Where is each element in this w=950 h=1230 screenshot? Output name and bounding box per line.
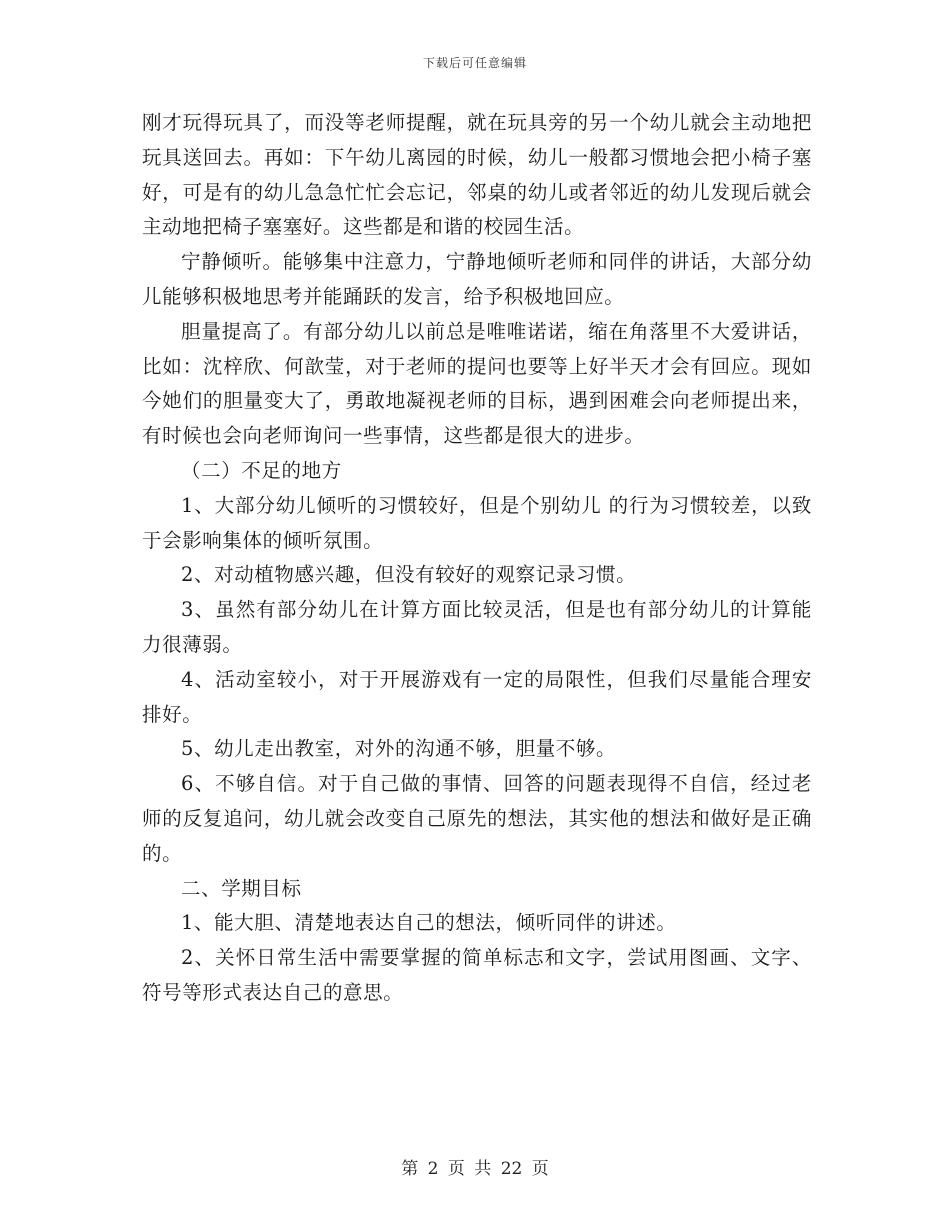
page-header: 下载后可任意编辑 [422, 56, 527, 70]
goal-item-1: 1、能大胆、清楚地表达自己的想法，倾听同伴的讲述。 [181, 911, 677, 935]
goal-item-2: 2、关怀日常生活中需要掌握的简单标志和文字，尝试用图画、文字、符号等形式表达自己的意思。 [142, 946, 812, 1004]
list-item-4: 4、活动室较小，对于开展游戏有一定的局限性，但我们尽量能合理安排好。 [142, 667, 812, 726]
paragraph-2: 宁静倾听。能够集中注意力，宁静地倾听老师和同伴的讲话，大部分幼儿能够积极地思考并能踊跃的发言，给予积极地回应。 [142, 250, 812, 308]
list-item-6: 6、不够自信。对于自己做的事情、回答的问题表现得不自信，经过老师的反复追问，幼儿就会改变自己原先的想法，其实他的想法和做好是正确的。 [142, 772, 812, 865]
section-heading-goals: 二、学期目标 [181, 876, 302, 900]
list-item-2: 2、对动植物感兴趣，但没有较好的观察记录习惯。 [181, 563, 637, 587]
section-heading-shortcomings: （二）不足的地方 [181, 458, 342, 482]
list-item-3: 3、虽然有部分幼儿在计算方面比较灵活，但是也有部分幼儿的计算能力很薄弱。 [142, 598, 812, 656]
paragraph-3: 胆量提高了。有部分幼儿以前总是唯唯诺诺，缩在角落里不大爱讲话，比如：沈梓欣、何歆莹，对于老师的提问也要等上好半天才会有回应。现如今她们的胆量变大了，勇敢地凝视老师的目标，遇到困难会向老师提出来，有时候也会向老师询问一些事情，这些都是很大的进步。 [142, 319, 812, 448]
document-body [142, 106, 812, 1011]
page-footer: 第 2 页 共 22 页 [401, 1159, 549, 1179]
list-item-5: 5、幼儿走出教室，对外的沟通不够，胆量不够。 [181, 737, 617, 761]
list-item-1: 1、大部分幼儿倾听的习惯较好，但是个别幼儿 的行为习惯较差，以致于会影响集体的倾听氛围。 [142, 493, 812, 552]
paragraph-1: 刚才玩得玩具了，而没等老师提醒，就在玩具旁的另一个幼儿就会主动地把玩具送回去。再如：下午幼儿离园的时候，幼儿一般都习惯地会把小椅子塞好，可是有的幼儿急急忙忙会忘记，邻桌的幼儿或者邻近的幼儿发现后就会主动地把椅子塞塞好。这些都是和谐的校园生活。 [142, 111, 812, 239]
